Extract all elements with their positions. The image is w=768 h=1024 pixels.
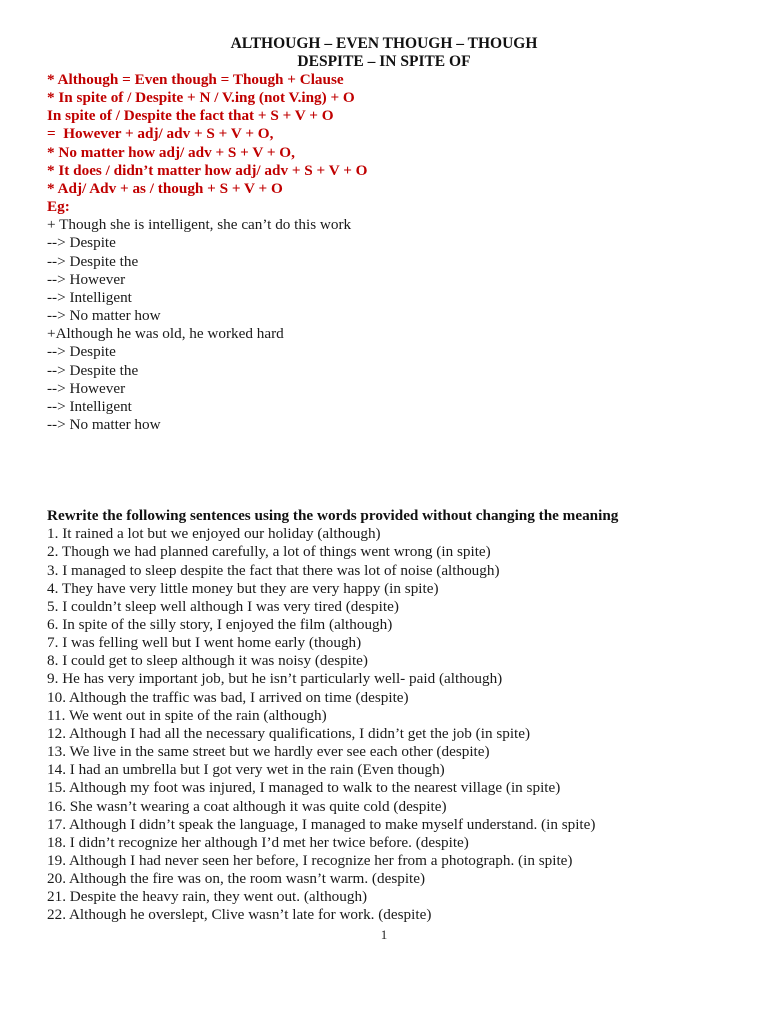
example-prompt: --> No matter how: [47, 415, 161, 433]
rule-line: * Adj/ Adv + as / though + S + V + O: [47, 179, 283, 197]
exercise-heading: Rewrite the following sentences using the words provided without changing the meaning: [47, 507, 619, 524]
exercise-item: 12. Although I had all the necessary qualifications, I didn’t get the job (in spite): [47, 724, 531, 742]
page-title-line1: ALTHOUGH – EVEN THOUGH – THOUGH: [230, 35, 538, 52]
exercise-item: 6. In spite of the silly story, I enjoyed the film (although): [47, 615, 393, 633]
exercise-item: 17. Although I didn’t speak the language, I managed to make myself understand. (in spite): [47, 815, 596, 833]
example-prompt: --> Intelligent: [47, 288, 132, 306]
grammar-rules-block: [47, 71, 737, 434]
example-label: Eg:: [47, 198, 70, 216]
rule-line: = However + adj/ adv + S + V + O,: [47, 125, 274, 143]
exercise-item: 11. We went out in spite of the rain (although): [47, 706, 327, 724]
exercise-item: 13. We live in the same street but we hardly ever see each other (despite): [47, 743, 490, 761]
exercise-item: 5. I couldn’t sleep well although I was very tired (despite): [47, 597, 399, 615]
exercise-item: 1. It rained a lot but we enjoyed our holiday (although): [47, 525, 381, 543]
exercise-item: 9. He has very important job, but he isn’t particularly well- paid (although): [47, 670, 503, 688]
exercise-item: 10. Although the traffic was bad, I arrived on time (despite): [47, 688, 409, 706]
page-number: 1: [380, 927, 388, 942]
example-sentence: + Though she is intelligent, she can’t do this work: [47, 216, 352, 234]
exercise-item: 16. She wasn’t wearing a coat although it was quite cold (despite): [47, 797, 447, 815]
rule-line: * It does / didn’t matter how adj/ adv + S + V + O: [47, 161, 368, 179]
example-prompt: --> Despite the: [47, 252, 139, 270]
example-prompt: --> Intelligent: [47, 397, 132, 415]
exercise-item: 18. I didn’t recognize her although I’d met her twice before. (despite): [47, 833, 469, 851]
exercise-item: 21. Despite the heavy rain, they went out. (although): [47, 888, 368, 906]
exercise-item: 2. Though we had planned carefully, a lot of things went wrong (in spite): [47, 543, 491, 561]
exercise-item: 8. I could get to sleep although it was noisy (despite): [47, 652, 368, 670]
example-prompt: --> Despite: [47, 343, 116, 361]
example-prompt: --> No matter how: [47, 307, 161, 325]
exercise-item: 20. Although the fire was on, the room wasn’t warm. (despite): [47, 870, 426, 888]
exercise-section: [47, 507, 747, 925]
exercise-item: 14. I had an umbrella but I got very wet in the rain (Even though): [47, 761, 445, 779]
rule-line: * No matter how adj/ adv + S + V + O,: [47, 143, 295, 161]
exercise-item: 4. They have very little money but they are very happy (in spite): [47, 579, 439, 597]
exercise-item: 15. Although my foot was injured, I managed to walk to the nearest village (in spite): [47, 779, 561, 797]
example-prompt: --> However: [47, 270, 126, 288]
rule-line: * Although = Even though = Though + Clause: [47, 71, 344, 88]
rule-line: * In spite of / Despite + N / V.ing (not V.ing) + O: [47, 89, 355, 107]
example-prompt: --> However: [47, 379, 126, 397]
exercise-item: 3. I managed to sleep despite the fact that there was lot of noise (although): [47, 561, 500, 579]
rule-line: In spite of / Despite the fact that + S + V + O: [47, 107, 334, 125]
exercise-item: 19. Although I had never seen her before, I recognize her from a photograph. (in spite): [47, 852, 573, 870]
exercise-item: 7. I was felling well but I went home early (though): [47, 634, 362, 652]
page-title-line2: DESPITE – IN SPITE OF: [297, 53, 471, 70]
example-prompt: --> Despite the: [47, 361, 139, 379]
exercise-item: 22. Although he overslept, Clive wasn’t late for work. (despite): [47, 906, 432, 924]
example-prompt: --> Despite: [47, 234, 116, 252]
example-sentence: +Although he was old, he worked hard: [47, 325, 284, 343]
